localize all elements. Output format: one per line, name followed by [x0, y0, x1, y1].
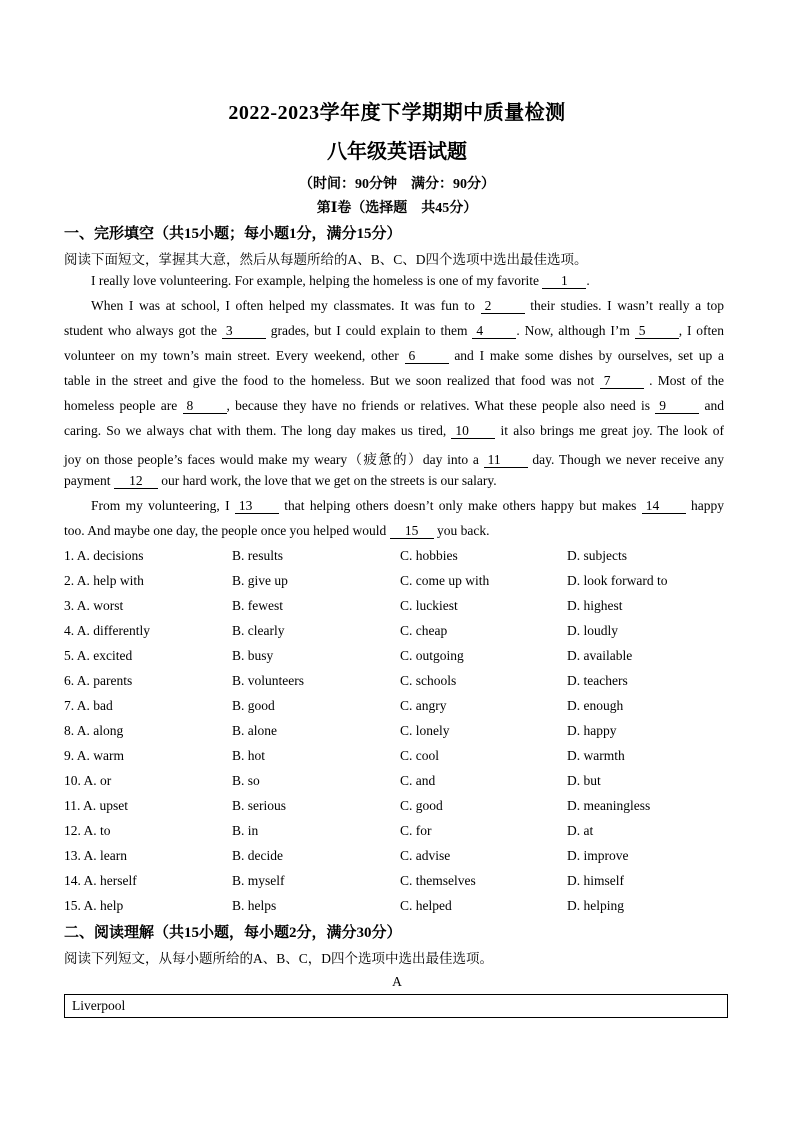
option-row — [64, 723, 724, 748]
passage-line — [64, 473, 724, 489]
passage-text: volunteer on my town’s main street. Every weekend, other — [64, 348, 399, 363]
option-d[interactable]: D. but — [567, 773, 601, 788]
blank-11: 11 — [484, 453, 528, 468]
option-c[interactable]: C. luckiest — [400, 598, 458, 613]
option-d[interactable]: D. available — [567, 648, 633, 663]
blank-4: 4 — [472, 324, 516, 339]
option-b[interactable]: B. myself — [232, 873, 285, 888]
option-c[interactable]: C. lonely — [400, 723, 450, 738]
option-a[interactable]: 6. A. parents — [64, 673, 133, 688]
option-b[interactable]: B. so — [232, 773, 260, 788]
option-row — [64, 748, 724, 773]
option-d[interactable]: D. improve — [567, 848, 629, 863]
exam-title: 2022-2023学年度下学期期中质量检测 — [228, 102, 566, 124]
option-d[interactable]: D. loudly — [567, 623, 619, 638]
passage-text: happy — [691, 498, 725, 513]
option-a[interactable]: 4. A. differently — [64, 623, 150, 638]
option-d[interactable]: D. teachers — [567, 673, 628, 688]
option-b[interactable]: B. hot — [232, 748, 266, 763]
blank-5: 5 — [635, 324, 679, 339]
passage-line — [64, 398, 724, 414]
option-b[interactable]: B. alone — [232, 723, 277, 738]
passage-text: When I was at school, I often helped my classmates. It was fun to — [91, 298, 475, 313]
option-b[interactable]: B. results — [232, 548, 284, 563]
option-d[interactable]: D. enough — [567, 698, 624, 713]
option-row — [64, 698, 724, 723]
option-row — [64, 798, 724, 823]
blank-15: 15 — [390, 524, 434, 539]
blank-14: 14 — [642, 499, 686, 514]
passage-line — [64, 323, 724, 339]
passage-text: . Most of the — [649, 373, 725, 388]
section2-heading: 二、阅读理解（共15小题，每小题2分，满分30分） — [64, 925, 402, 941]
option-c[interactable]: C. come up with — [400, 573, 490, 588]
exam-subtitle: 八年级英语试题 — [327, 141, 467, 163]
option-row — [64, 673, 724, 698]
passage-text: student who always got the — [64, 323, 217, 338]
passage-box — [64, 994, 728, 1018]
option-b[interactable]: B. clearly — [232, 623, 285, 638]
option-row — [64, 823, 724, 848]
blank-10: 10 — [451, 424, 495, 439]
passage-text: their studies. I wasn’t really a top — [530, 298, 724, 313]
passage-text: payment — [64, 473, 111, 488]
time-info: （时间：90分钟 满分：90分） — [299, 177, 495, 192]
blank-2: 2 — [481, 299, 525, 314]
passage-label: A — [392, 974, 402, 989]
passage-text: and I make some dishes by ourselves, set up a — [454, 348, 725, 363]
option-b[interactable]: B. give up — [232, 573, 288, 588]
option-d[interactable]: D. warmth — [567, 748, 625, 763]
option-row — [64, 648, 724, 673]
option-a[interactable]: 5. A. excited — [64, 648, 133, 663]
passage-line — [64, 348, 724, 364]
option-a[interactable]: 15. A. help — [64, 898, 124, 913]
option-c[interactable]: C. hobbies — [400, 548, 458, 563]
option-d[interactable]: D. subjects — [567, 548, 627, 563]
option-c[interactable]: C. angry — [400, 698, 447, 713]
passage-text: joy on those people’s faces would make my weary（疲惫的）day into a — [64, 452, 479, 467]
option-a[interactable]: 9. A. warm — [64, 748, 124, 763]
option-d[interactable]: D. meaningless — [567, 798, 651, 813]
passage-line — [64, 423, 724, 439]
option-b[interactable]: B. good — [232, 698, 275, 713]
option-d[interactable]: D. happy — [567, 723, 617, 738]
passage-text: caring. So we always chat with them. The long day makes us tired, — [64, 423, 447, 438]
option-d[interactable]: D. helping — [567, 898, 624, 913]
blank-12: 12 — [114, 474, 158, 489]
passage-text: our hard work, the love that we get on the streets is our salary. — [161, 473, 497, 488]
passage-line — [91, 498, 724, 514]
option-a[interactable]: 2. A. help with — [64, 573, 144, 588]
option-c[interactable]: C. helped — [400, 898, 452, 913]
option-c[interactable]: C. themselves — [400, 873, 476, 888]
option-b[interactable]: B. in — [232, 823, 259, 838]
blank-8: 8 — [183, 399, 227, 414]
option-a[interactable]: 14. A. herself — [64, 873, 137, 888]
passage-line — [64, 523, 724, 539]
blank-3: 3 — [222, 324, 266, 339]
option-b[interactable]: B. busy — [232, 648, 274, 663]
option-b[interactable]: B. fewest — [232, 598, 283, 613]
blank-1: 1 — [542, 274, 586, 289]
passage-text: too. And maybe one day, the people once you helped would — [64, 523, 387, 538]
option-row — [64, 773, 724, 798]
option-row — [64, 898, 724, 923]
passage-text: , I often — [678, 323, 725, 338]
blank-9: 9 — [655, 399, 699, 414]
option-row — [64, 848, 724, 873]
passage-line — [64, 373, 724, 389]
section1-instruction: 阅读下面短文，掌握其大意，然后从每题所给的A、B、C、D四个选项中选出最佳选项。 — [64, 252, 588, 267]
option-a[interactable]: 10. A. or — [64, 773, 112, 788]
passage-text: From my volunteering, I — [91, 498, 230, 513]
passage-line — [91, 298, 724, 314]
option-row — [64, 623, 724, 648]
options-list — [64, 548, 724, 923]
passage-text: you back. — [437, 523, 490, 538]
option-a[interactable]: 8. A. along — [64, 723, 124, 738]
option-c[interactable]: C. for — [400, 823, 432, 838]
volume-heading: 第Ⅰ卷（选择题 共45分） — [316, 201, 478, 216]
option-c[interactable]: C. advise — [400, 848, 451, 863]
passage-text: , because they have no friends or relatives. What these people also need is — [226, 398, 650, 413]
section2-instruction: 阅读下列短文，从每小题所给的A、B、C，D四个选项中选出最佳选项。 — [64, 951, 494, 966]
passage-text: it also brings me great joy. The look of — [500, 423, 725, 438]
option-c[interactable]: C. cool — [400, 748, 439, 763]
option-b[interactable]: B. volunteers — [232, 673, 304, 688]
passage-box-text: Liverpool — [72, 998, 126, 1013]
passage-line — [64, 448, 724, 468]
passage-text: day. Though we never receive any — [532, 452, 725, 467]
option-a[interactable]: 3. A. worst — [64, 598, 124, 613]
option-b[interactable]: B. helps — [232, 898, 277, 913]
blank-7: 7 — [600, 374, 644, 389]
option-d[interactable]: D. at — [567, 823, 594, 838]
option-b[interactable]: B. serious — [232, 798, 286, 813]
passage-text: . — [586, 273, 590, 288]
option-c[interactable]: C. cheap — [400, 623, 448, 638]
option-d[interactable]: D. highest — [567, 598, 623, 613]
passage-text: that helping others doesn’t only make others happy but makes — [284, 498, 637, 513]
option-b[interactable]: B. decide — [232, 848, 283, 863]
option-c[interactable]: C. outgoing — [400, 648, 464, 663]
option-a[interactable]: 7. A. bad — [64, 698, 113, 713]
blank-6: 6 — [405, 349, 449, 364]
passage-text: I really love volunteering. For example, helping the homeless is one of my favorite — [91, 273, 540, 288]
option-d[interactable]: D. himself — [567, 873, 624, 888]
option-c[interactable]: C. good — [400, 798, 443, 813]
passage-line — [91, 273, 724, 289]
option-a[interactable]: 13. A. learn — [64, 848, 127, 863]
passage-text: and — [704, 398, 725, 413]
option-row — [64, 598, 724, 623]
option-d[interactable]: D. look forward to — [567, 573, 668, 588]
option-row — [64, 548, 724, 573]
option-a[interactable]: 12. A. to — [64, 823, 111, 838]
passage-text: . Now, although I’m — [516, 323, 630, 338]
passage-text: grades, but I could explain to them — [270, 323, 468, 338]
option-a[interactable]: 11. A. upset — [64, 798, 128, 813]
passage-text: homeless people are — [64, 398, 178, 413]
passage-text: table in the street and give the food to the homeless. But we soon realized that food was not — [64, 373, 595, 388]
option-row — [64, 573, 724, 598]
option-c[interactable]: C. and — [400, 773, 436, 788]
section1-heading: 一、完形填空（共15小题；每小题1分，满分15分） — [64, 226, 402, 242]
option-row — [64, 873, 724, 898]
option-a[interactable]: 1. A. decisions — [64, 548, 144, 563]
blank-13: 13 — [235, 499, 279, 514]
option-c[interactable]: C. schools — [400, 673, 457, 688]
